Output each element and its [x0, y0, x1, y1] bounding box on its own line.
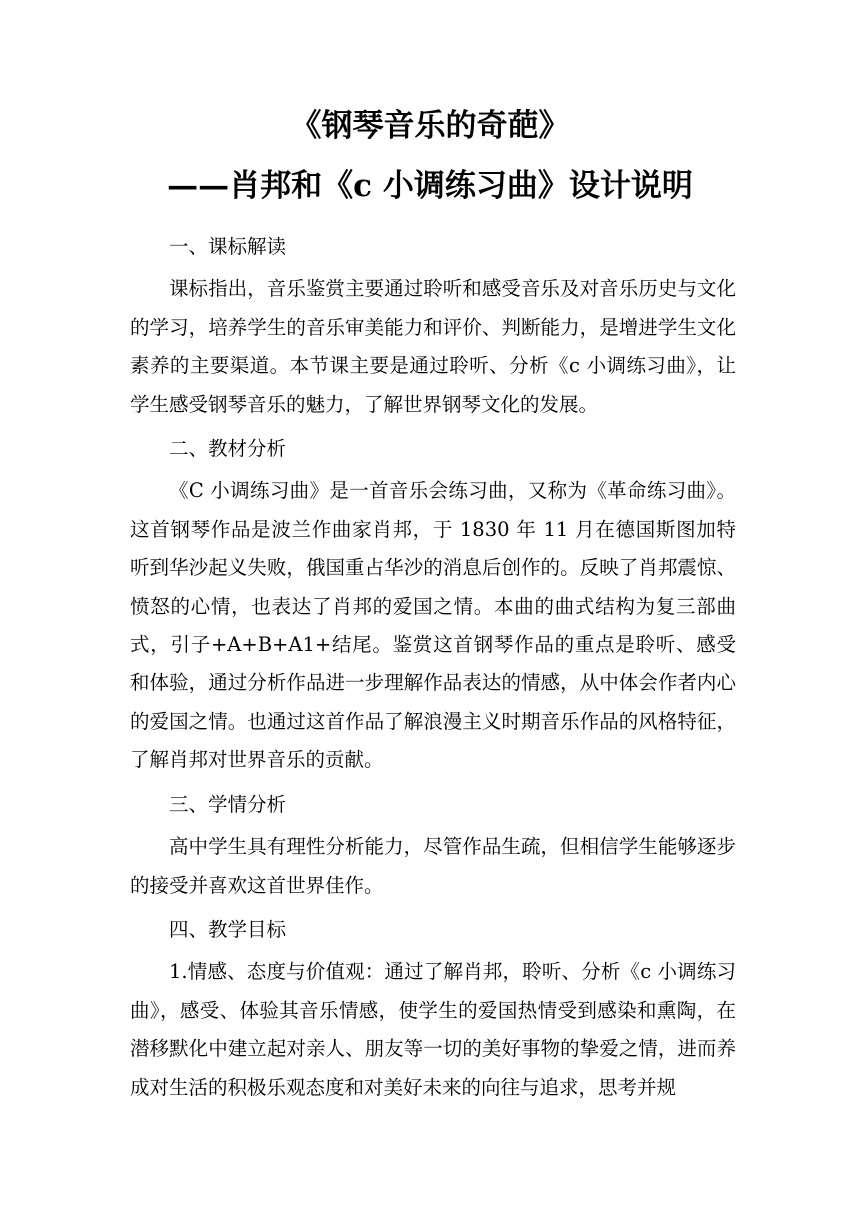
section-heading-students: 三、学情分析 [169, 792, 287, 816]
section-paragraph-students: 高中学生具有理性分析能力，尽管作品生疏，但相信学生能够逐步的接受并喜欢这首世界佳作。 [130, 835, 736, 897]
section-paragraph-textbook: 《C 小调练习曲》是一首音乐会练习曲，又称为《革命练习曲》。这首钢琴作品是波兰作曲家肖邦，于 1830 年 11 月在德国斯图加特听到华沙起义失败，俄国重占华沙的消息后创作的。反映了肖邦震惊、愤怒的心情，也表达了肖邦的爱国之情。本曲的曲式结构为复三部曲式，引子+A+B+A1+结尾。鉴赏这首钢琴作品的重点是聆听、感受和体验，通过分析作品进一步理解作品表达的情感，从中体会作者内心的爱国之情。也通过这首作品了解浪漫主义时期音乐作品的风格特征，了解肖邦对世界音乐的贡献。 [130, 479, 736, 772]
document-title: 《钢琴音乐的奇葩》 [290, 108, 570, 144]
section-heading-curriculum: 一、课标解读 [169, 235, 287, 258]
section-heading-objectives: 四、教学目标 [169, 917, 287, 941]
document-subtitle: ——肖邦和《c 小调练习曲》设计说明 [167, 168, 693, 204]
section-paragraph-objectives: 1.情感、态度与价值观：通过了解肖邦，聆听、分析《c 小调练习曲》，感受、体验其音乐情感，使学生的爱国热情受到感染和熏陶，在潜移默化中建立起对亲人、朋友等一切的美好事物的挚爱之情，进而养成对生活的积极乐观态度和对美好未来的向往与追求，思考并规 [130, 960, 736, 1099]
section-paragraph-curriculum: 课标指出，音乐鉴赏主要通过聆听和感受音乐及对音乐历史与文化的学习，培养学生的音乐审美能力和评价、判断能力，是增进学生文化素养的主要渠道。本节课主要是通过聆听、分析《c 小调练习曲》，让学生感受钢琴音乐的魅力，了解世界钢琴文化的发展。 [130, 277, 736, 416]
document-body [130, 226, 736, 1111]
section-heading-textbook: 二、教材分析 [169, 437, 287, 461]
